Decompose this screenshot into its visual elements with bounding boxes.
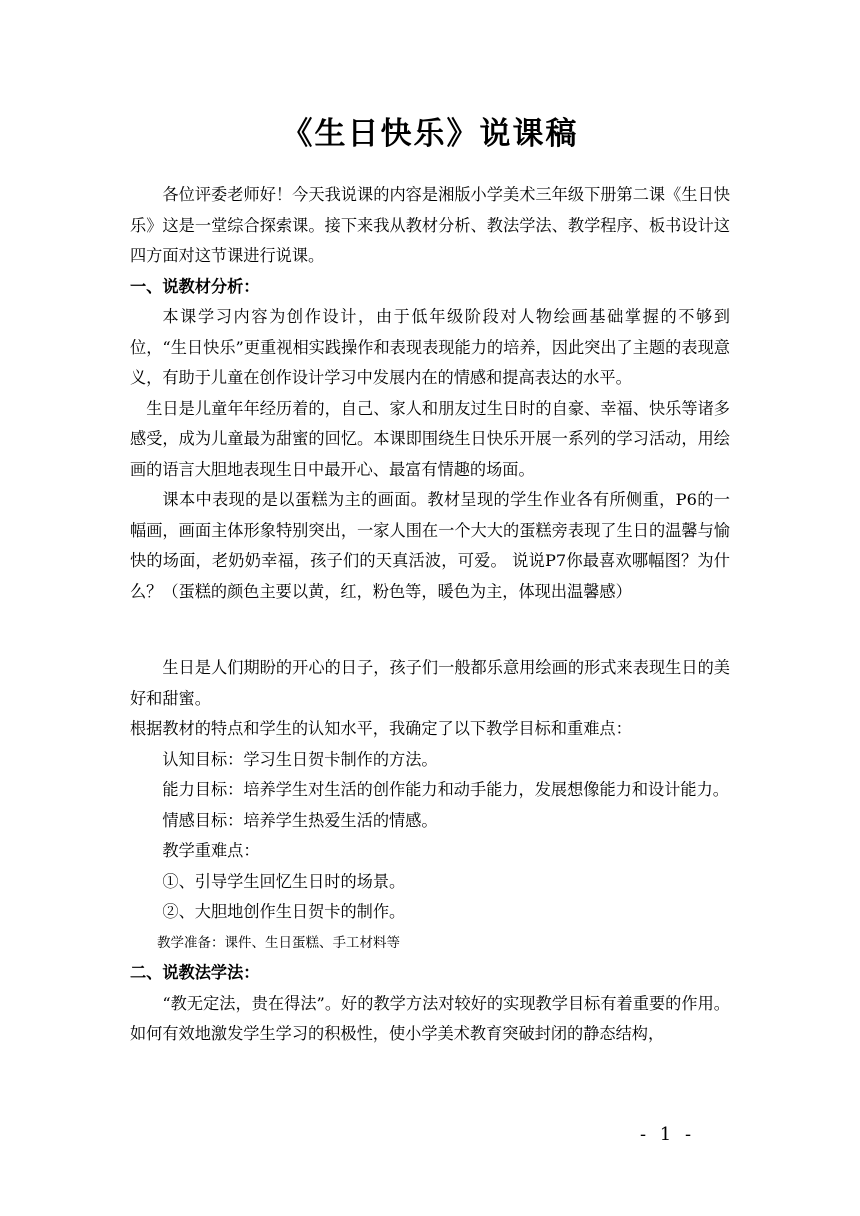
paragraph: “教无定法，贵在得法”。好的教学方法对较好的实现教学目标有着重要的作用。如何有效地激发学生学习的积极性，使小学美术教育突破封闭的静态结构， [130, 993, 730, 1043]
paragraph: 生日是人们期盼的开心的日子，孩子们一般都乐意用绘画的形式来表现生日的美好和甜蜜。 [130, 658, 730, 708]
intro-paragraph: 各位评委老师好！今天我说课的内容是湘版小学美术三年级下册第二课《生日快乐》这是一堂综合探索课。接下来我从教材分析、教法学法、教学程序、板书设计这四方面对这节课进行说课。 [130, 185, 730, 265]
key-point-item: ②、大胆地创作生日贺卡的制作。 [162, 902, 406, 921]
paragraph: 根据教材的特点和学生的认知水平，我确定了以下教学目标和重难点： [130, 719, 632, 738]
goal-emotion: 情感目标：培养学生热爱生活的情感。 [162, 810, 438, 830]
section-heading-teaching-methods: 二、说教法学法： [130, 963, 260, 982]
section-heading-textbook-analysis: 一、说教材分析： [130, 276, 260, 296]
document-body [130, 180, 730, 1050]
teaching-preparation: 教学准备：课件、生日蛋糕、手工材料等 [157, 934, 400, 951]
page-number: - 1 - [640, 1124, 696, 1145]
paragraph: 课本中表现的是以蛋糕为主的画面。教材呈现的学生作业各有所侧重，P6的一幅画，画面主体形象特别突出，一家人围在一个大大的蛋糕旁表现了生日的温馨与愉快的场面，老奶奶幸福，孩子们的天真活波，可爱。 说说P7你最喜欢哪幅图？为什么？（蛋糕的颜色主要以黄，红，粉色等，暖色为主，体现出温馨感） [130, 490, 730, 601]
goal-ability: 能力目标：培养学生对生活的创作能力和动手能力，发展想像能力和设计能力。 [162, 780, 729, 799]
paragraph: 生日是儿童年年经历着的，自己、家人和朋友过生日时的自豪、幸福、快乐等诸多感受，成为儿童最为甜蜜的回忆。本课即围绕生日快乐开展一系列的学习活动，用绘画的语言大胆地表现生日中最开心、最富有情趣的场面。 [130, 398, 730, 479]
goal-cognitive: 认知目标：学习生日贺卡制作的方法。 [162, 749, 438, 769]
blank-line [130, 607, 730, 653]
paragraph: 本课学习内容为创作设计，由于低年级阶段对人物绘画基础掌握的不够到位，“生日快乐”更重视相实践操作和表现表现能力的培养，因此突出了主题的表现意义，有助于儿童在创作设计学习中发展内在的情感和提高表达的水平。 [130, 307, 730, 387]
document-title: 《生日快乐》说课稿 [281, 116, 579, 152]
key-points-label: 教学重难点： [162, 841, 260, 860]
key-point-item: ①、引导学生回忆生日时的场景。 [162, 871, 406, 891]
